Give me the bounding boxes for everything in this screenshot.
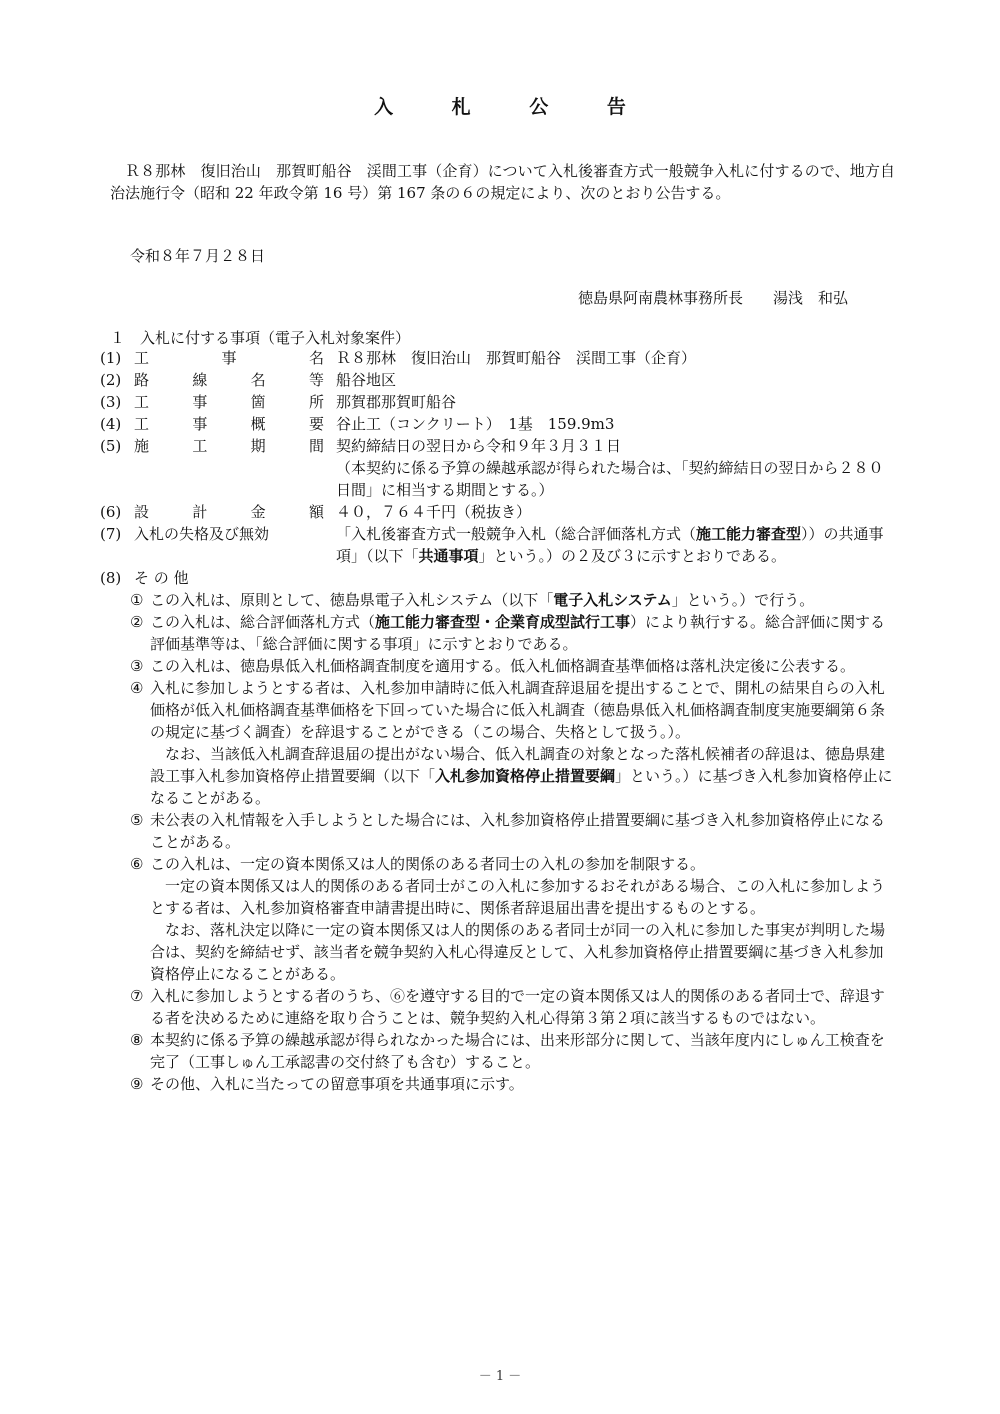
item-row [100, 369, 900, 391]
item-label: 入札の失格及び無効 [134, 525, 270, 543]
sub-item [130, 589, 898, 611]
sub-item [130, 853, 898, 985]
item-label: 設 計 金 額 [134, 503, 324, 521]
item-value: 契約締結日の翌日から令和９年３月３１日 （本契約に係る予算の繰越承認が得られた場合は、「契約締結日の翌日から２８０日間」に相当する期間とする。） [336, 437, 884, 499]
issuer-office: 徳島県阿南農林事務所長 [578, 289, 744, 307]
sub-item [130, 655, 898, 677]
item-row [100, 523, 900, 567]
sub-item-text: その他、入札に当たっての留意事項を共通事項に示す。 [150, 1075, 524, 1093]
item-label: 工 事 箇 所 [134, 393, 324, 411]
sub-item [130, 985, 898, 1029]
item-value: Ｒ８那林 復旧治山 那賀町船谷 渓間工事（企育） [336, 349, 697, 367]
item-number: (7) [100, 525, 122, 543]
item-number: (5) [100, 437, 122, 455]
sub-item-text: この入札は、徳島県低入札価格調査制度を適用する。低入札価格調査基準価格は落札決定後に公表する。 [150, 657, 856, 675]
item-number: (4) [100, 415, 122, 433]
item-value: 谷止工（コンクリート） 1基 159.9m3 [336, 415, 615, 433]
sub-item-text: この入札は、原則として、徳島県電子入札システム（以下「電子入札システム」という。）で行う。 [150, 591, 815, 609]
sub-item-mark: ⑦ [130, 987, 144, 1005]
item-list [100, 347, 900, 1095]
issuer [578, 287, 848, 309]
sub-item-mark: ③ [130, 657, 144, 675]
item-number: (2) [100, 371, 122, 389]
sub-item-mark: ④ [130, 679, 144, 697]
sub-item-text: この入札は、一定の資本関係又は人的関係のある者同士の入札の参加を制限する。 一定の資本関係又は人的関係のある者同士がこの入札に参加するおそれがある場合、この入札に参加しようとする者は、入札参加資格審査申請書提出時に、関係者辞退届出書を提出するものとする。 なお、落札決定以降に一定の資本関係又は人的関係のある者同士が同一の入札に参加した事実が判明した場合は、契約を締結せず、該当者を競争契約入札心得違反として、入札参加資格停止措置要綱に基づき入札参加資格停止になることがある。 [150, 855, 886, 983]
sub-item-mark: ⑤ [130, 811, 144, 829]
sub-item-text: 入札に参加しようとする者は、入札参加申請時に低入札調査辞退届を提出することで、開札の結果自らの入札価格が低入札価格調査基準価格を下回っていた場合に低入札調査（徳島県低入札価格調査制度実施要綱第６条の規定に基づく調査）を辞退することができる（この場合、失格として扱う。）。 なお、当該低入札調査辞退届の提出がない場合、低入札調査の対象となった落札候補者の辞退は、徳島県建設工事入札参加資格停止措置要綱（以下「入札参加資格停止措置要綱」という。）に基づき入札参加資格停止になることがある。 [150, 679, 893, 807]
item-row [100, 347, 900, 369]
item-row [100, 413, 900, 435]
item-value: 船谷地区 [336, 371, 397, 389]
sub-item [130, 1073, 898, 1095]
item-label: 施 工 期 間 [134, 437, 324, 455]
item-number: (1) [100, 349, 122, 367]
page-title: 入 札 公 告 [374, 96, 652, 118]
notice-date: 令和８年７月２８日 [130, 247, 266, 265]
sub-item-mark: ⑧ [130, 1031, 144, 1049]
sub-item-text: 未公表の入札情報を入手しようとした場合には、入札参加資格停止措置要綱に基づき入札参加資格停止になることがある。 [150, 811, 886, 851]
sub-item-mark: ① [130, 591, 144, 609]
other-heading: (8) そ の 他 [100, 569, 189, 587]
sub-item-mark: ⑥ [130, 855, 144, 873]
item-value: 那賀郡那賀町船谷 [336, 393, 457, 411]
sub-item-mark: ⑨ [130, 1075, 144, 1093]
page-number: － 1 － [478, 1369, 522, 1384]
sub-item [130, 1029, 898, 1073]
sub-item [130, 677, 898, 809]
intro-paragraph: Ｒ８那林 復旧治山 那賀町船谷 渓間工事（企育）について入札後審査方式一般競争入札に付するので、地方自治法施行令（昭和 22 年政令第 16 号）第 167 条の６の規定により、次のとおり公告する。 [110, 162, 895, 202]
item-value: 「入札後審査方式一般競争入札（総合評価落札方式（施工能力審査型））の共通事項」（以下「共通事項」という。）の２及び３に示すとおりである。 [336, 525, 884, 565]
issuer-name: 湯浅 和弘 [773, 289, 849, 307]
item-number: (6) [100, 503, 122, 521]
sub-item-text: 入札に参加しようとする者のうち、⑥を遵守する目的で一定の資本関係又は人的関係のある者同士で、辞退する者を決めるために連絡を取り合うことは、競争契約入札心得第３第２項に該当するものではない。 [150, 987, 885, 1027]
item-label: 路 線 名 等 [134, 371, 324, 389]
item-row [100, 501, 900, 523]
item-value: ４０，７６４千円（税抜き） [336, 503, 532, 521]
item-row [100, 391, 900, 413]
item-row [100, 435, 900, 501]
item-label: 工 事 概 要 [134, 415, 324, 433]
section-heading: １ 入札に付する事項（電子入札対象案件） [110, 329, 411, 347]
item-label: 工 事 名 [134, 349, 324, 367]
sub-item-mark: ② [130, 613, 144, 631]
sub-item-text: 本契約に係る予算の繰越承認が得られなかった場合には、出来形部分に関して、当該年度内にしゅん工検査を完了（工事しゅん工承認書の交付終了も含む）すること。 [150, 1031, 885, 1071]
sub-item [130, 611, 898, 655]
sub-item-text: この入札は、総合評価落札方式（施工能力審査型・企業育成型試行工事）により執行する。総合評価に関する評価基準等は、「総合評価に関する事項」に示すとおりである。 [150, 613, 886, 653]
sub-item-list [130, 589, 898, 1095]
sub-item [130, 809, 898, 853]
item-number: (3) [100, 393, 122, 411]
